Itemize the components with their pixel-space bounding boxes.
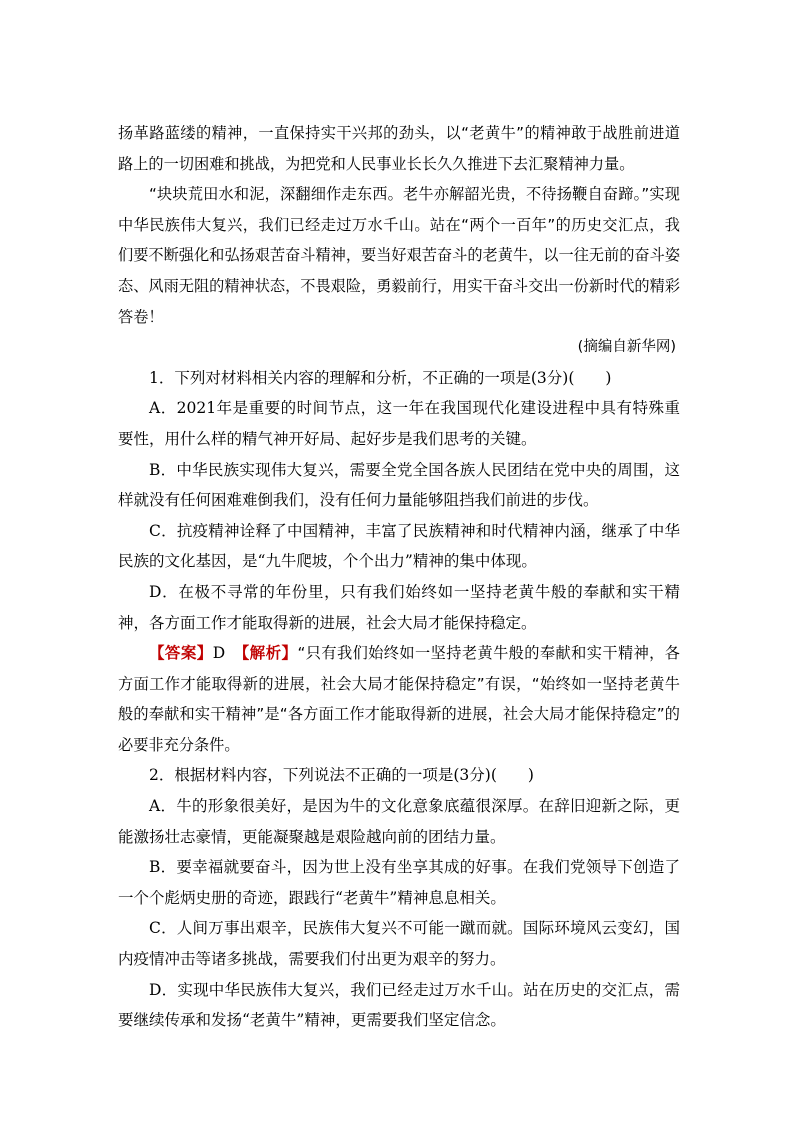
source-note: (摘编自新华网) — [577, 339, 676, 356]
question-1-option-a: A．2021年是重要的时间节点，这一年在我国现代化建设进程中具有特殊重要性，用什么样的精气神开好局、起好步是我们思考的关键。 — [118, 399, 680, 448]
question-2-option-a: A．牛的形象很美好，是因为牛的文化意象底蕴很深厚。在辞旧迎新之际，更能激扬壮志豪情，更能凝聚越是艰险越向前的团结力量。 — [118, 797, 680, 846]
answer-tag: 【答案】 — [149, 643, 213, 663]
question-1-stem: 1．下列对材料相关内容的理解和分析，不正确的一项是(3分)( ) — [149, 368, 612, 387]
question-1-option-d: D．在极不寻常的年份里，只有我们始终如一坚持老黄牛般的奉献和实干精神，各方面工作才能取得新的进展，社会大局才能保持稳定。 — [118, 582, 680, 632]
analysis-tag: 【解析】 — [241, 643, 298, 663]
question-2-option-d: D．实现中华民族伟大复兴，我们已经走过万水千山。站在历史的交汇点，需要继续传承和发扬“老黄牛”精神，更需要我们坚定信念。 — [118, 980, 680, 1030]
question-2-option-b: B．要幸福就要奋斗，因为世上没有坐享其成的好事。在我们党领导下创造了一个个彪炳史册的奇迹，跟践行“老黄牛”精神息息相关。 — [118, 858, 680, 907]
question-2-option-c: C．人间万事出艰辛，民族伟大复兴不可能一蹴而就。国际环境风云变幻，国内疫情冲击等诸多挑战，需要我们付出更为艰辛的努力。 — [118, 919, 680, 969]
analysis-text: “只有我们始终如一坚持老黄牛般的奉献和实干精神，各方面工作才能取得新的进展，社会大局才能保持稳定”有误，“始终如一坚持老黄牛般的奉献和实干精神”是“各方面工作才能取得新的进展，社会大局才能保持稳定”的必要非充分条件。 — [118, 644, 680, 754]
answer-value: D — [212, 644, 242, 663]
question-1-answer — [118, 638, 680, 760]
document-page — [118, 118, 680, 1036]
question-1-option-b: B．中华民族实现伟大复兴，需要全党全国各族人民团结在党中央的周围，这样就没有任何困难难倒我们，没有任何力量能够阻挡我们前进的步伐。 — [118, 460, 680, 510]
question-2-stem: 2．根据材料内容，下列说法不正确的一项是(3分)( ) — [149, 766, 534, 785]
question-1-option-c: C．抗疫精神诠释了中国精神，丰富了民族精神和时代精神内涵，继承了中华民族的文化基因，是“九牛爬坡，个个出力”精神的集中体现。 — [118, 521, 680, 571]
passage-paragraph: 扬革路蓝缕的精神，一直保持实干兴邦的劲头，以“老黄牛”的精神敢于战胜前进道路上的一切困难和挑战，为把党和人民事业长长久久推进下去汇聚精神力量。 — [118, 124, 680, 173]
passage-paragraph: “块块荒田水和泥，深翻细作走东西。老牛亦解韶光贵，不待扬鞭自奋蹄。”实现中华民族伟大复兴，我们已经走过万水千山。站在“两个一百年”的历史交汇点，我们要不断强化和弘扬艰苦奋斗精神，要当好艰苦奋斗的老黄牛，以一往无前的奋斗姿态、风雨无阻的精神状态，不畏艰险，勇毅前行，用实干奋斗交出一份新时代的精彩答卷！ — [118, 185, 680, 326]
